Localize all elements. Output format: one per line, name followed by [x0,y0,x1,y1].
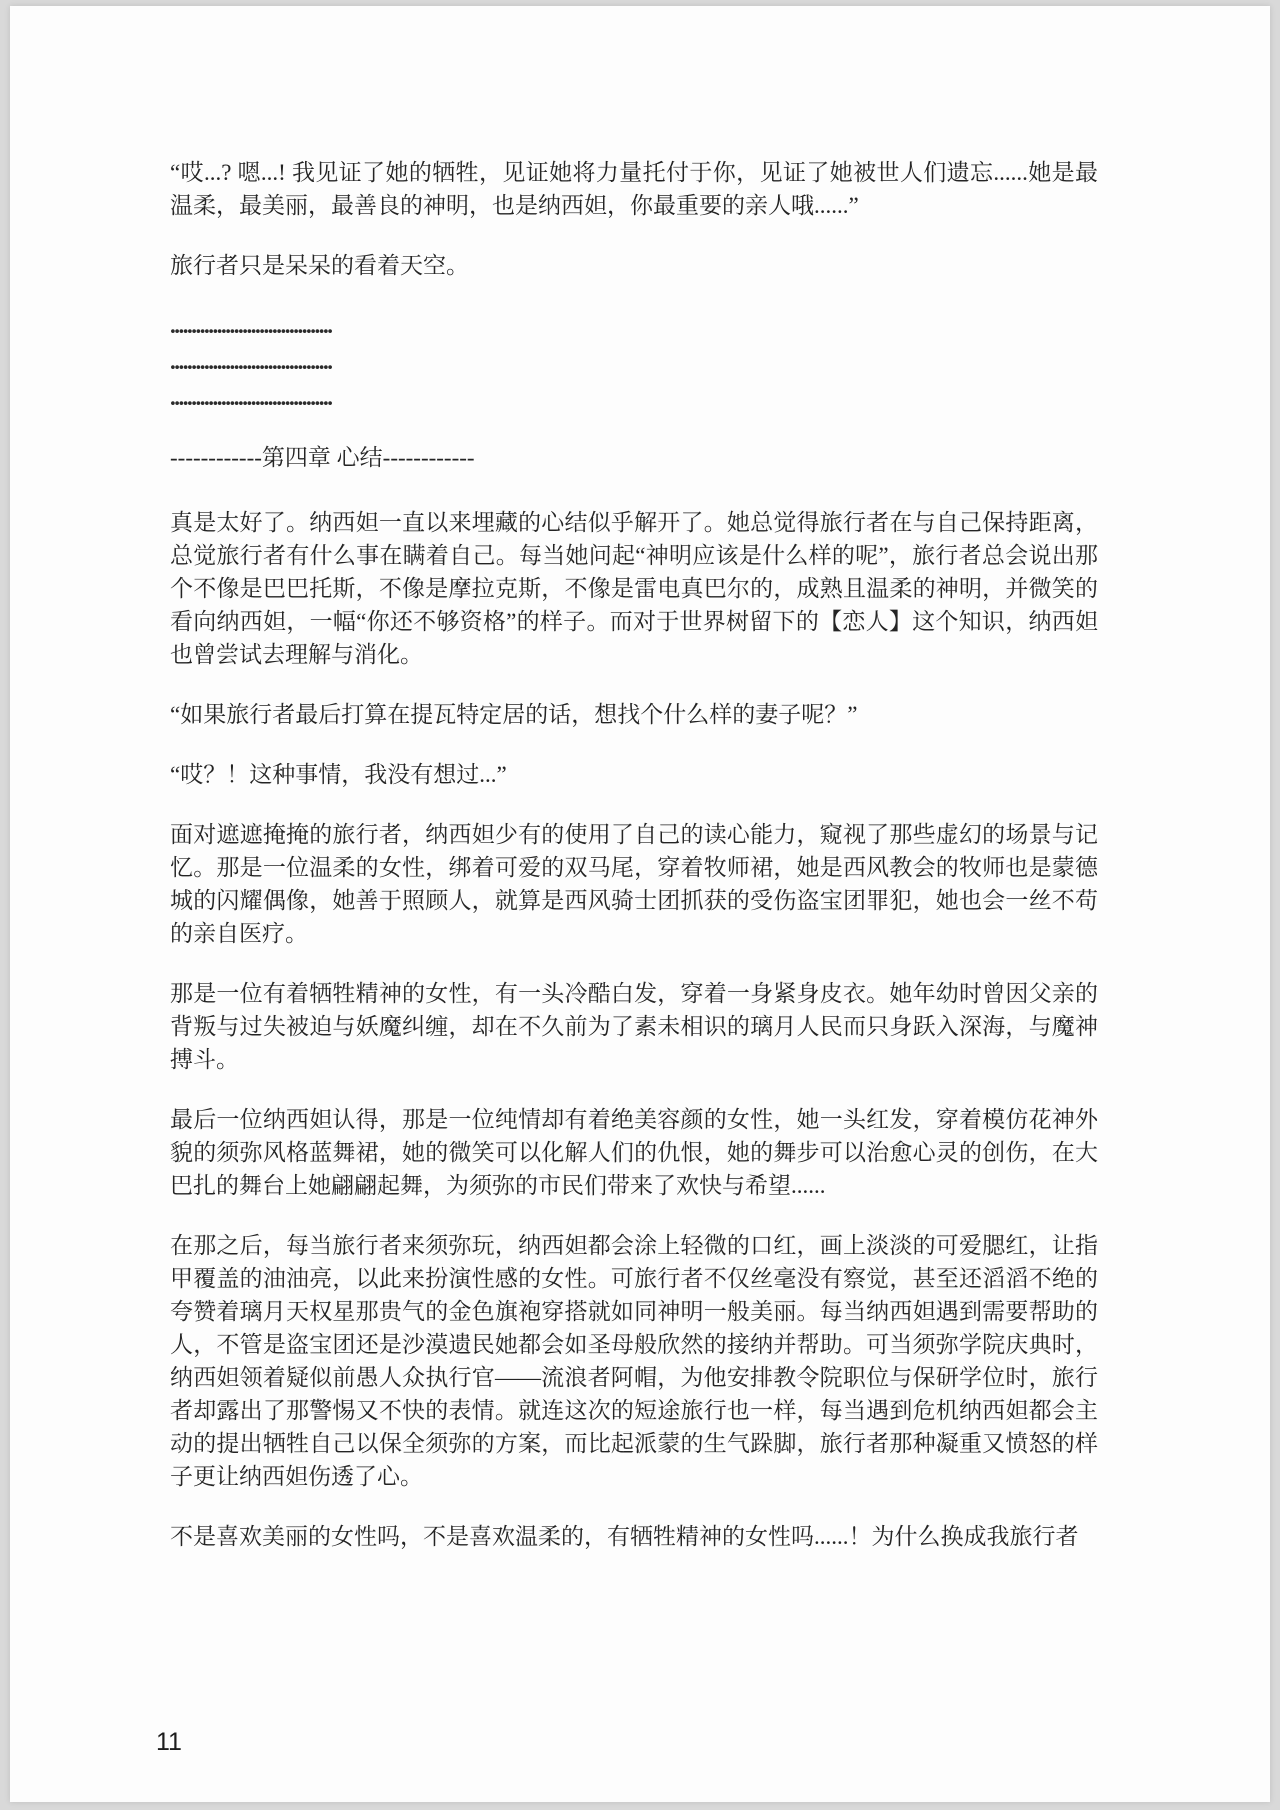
dialogue-paragraph: “如果旅行者最后打算在提瓦特定居的话，想找个什么样的妻子呢？” [170,702,858,727]
chapter-heading: ------------第四章 心结------------ [170,445,475,470]
ellipsis-line: ...................................... [170,313,332,338]
ellipsis-line: ...................................... [170,385,332,410]
dialogue-paragraph: “哎？！这种事情，我没有想过...” [170,762,507,787]
narration-paragraph: 那是一位有着牺牲精神的女性，有一头冷酷白发，穿着一身紧身皮衣。她年幼时曾因父亲的背叛与过失被迫与妖魔纠缠，却在不久前为了素未相识的璃月人民而只身跃入深海，与魔神搏斗。 [170,981,1098,1072]
narration-paragraph: 不是喜欢美丽的女性吗，不是喜欢温柔的，有牺牲精神的女性吗......！为什么换成我旅行者 [170,1524,1079,1549]
narration-paragraph: 面对遮遮掩掩的旅行者，纳西妲少有的使用了自己的读心能力，窥视了那些虚幻的场景与记忆。那是一位温柔的女性，绑着可爱的双马尾，穿着牧师裙，她是西风教会的牧师也是蒙德城的闪耀偶像，她善于照顾人，就算是西风骑士团抓获的受伤盗宝团罪犯，她也会一丝不苟的亲自医疗。 [170,822,1098,946]
document-page [10,6,1270,1802]
page-number: 11 [156,1728,182,1756]
narration-paragraph: 在那之后，每当旅行者来须弥玩，纳西妲都会涂上轻微的口红，画上淡淡的可爱腮红，让指甲覆盖的油油亮，以此来扮演性感的女性。可旅行者不仅丝毫没有察觉，甚至还滔滔不绝的夸赞着璃月天权星那贵气的金色旗袍穿搭就如同神明一般美丽。每当纳西妲遇到需要帮助的人，不管是盗宝团还是沙漠遗民她都会如圣母般欣然的接纳并帮助。可当须弥学院庆典时，纳西妲领着疑似前愚人众执行官——流浪者阿帽，为他安排教令院职位与保研学位时，旅行者却露出了那警惕又不快的表情。就连这次的短途旅行也一样，每当遇到危机纳西妲都会主动的提出牺牲自己以保全须弥的方案，而比起派蒙的生气跺脚，旅行者那种凝重又愤怒的样子更让纳西妲伤透了心。 [170,1233,1098,1489]
narration-paragraph: 真是太好了。纳西妲一直以来埋藏的心结似乎解开了。她总觉得旅行者在与自己保持距离，总觉旅行者有什么事在瞒着自己。每当她问起“神明应该是什么样的呢”，旅行者总会说出那个不像是巴巴托斯，不像是摩拉克斯，不像是雷电真巴尔的，成熟且温柔的神明，并微笑的看向纳西妲，一幅“你还不够资格”的样子。而对于世界树留下的【恋人】这个知识，纳西妲也曾尝试去理解与消化。 [170,510,1098,667]
narration-paragraph: 旅行者只是呆呆的看着天空。 [170,253,469,278]
dialogue-paragraph: “哎...? 嗯...! 我见证了她的牺牲，见证她将力量托付于你，见证了她被世人们遗忘......她是最温柔，最美丽，最善良的神明，也是纳西妲，你最重要的亲人哦......” [170,160,1098,218]
page-content [170,156,1098,1580]
narration-paragraph: 最后一位纳西妲认得，那是一位纯情却有着绝美容颜的女性，她一头红发，穿着模仿花神外貌的须弥风格蓝舞裙，她的微笑可以化解人们的仇恨，她的舞步可以治愈心灵的创伤，在大巴扎的舞台上她翩翩起舞，为须弥的市民们带来了欢快与希望...... [170,1107,1098,1198]
ellipsis-line: ...................................... [170,349,332,374]
